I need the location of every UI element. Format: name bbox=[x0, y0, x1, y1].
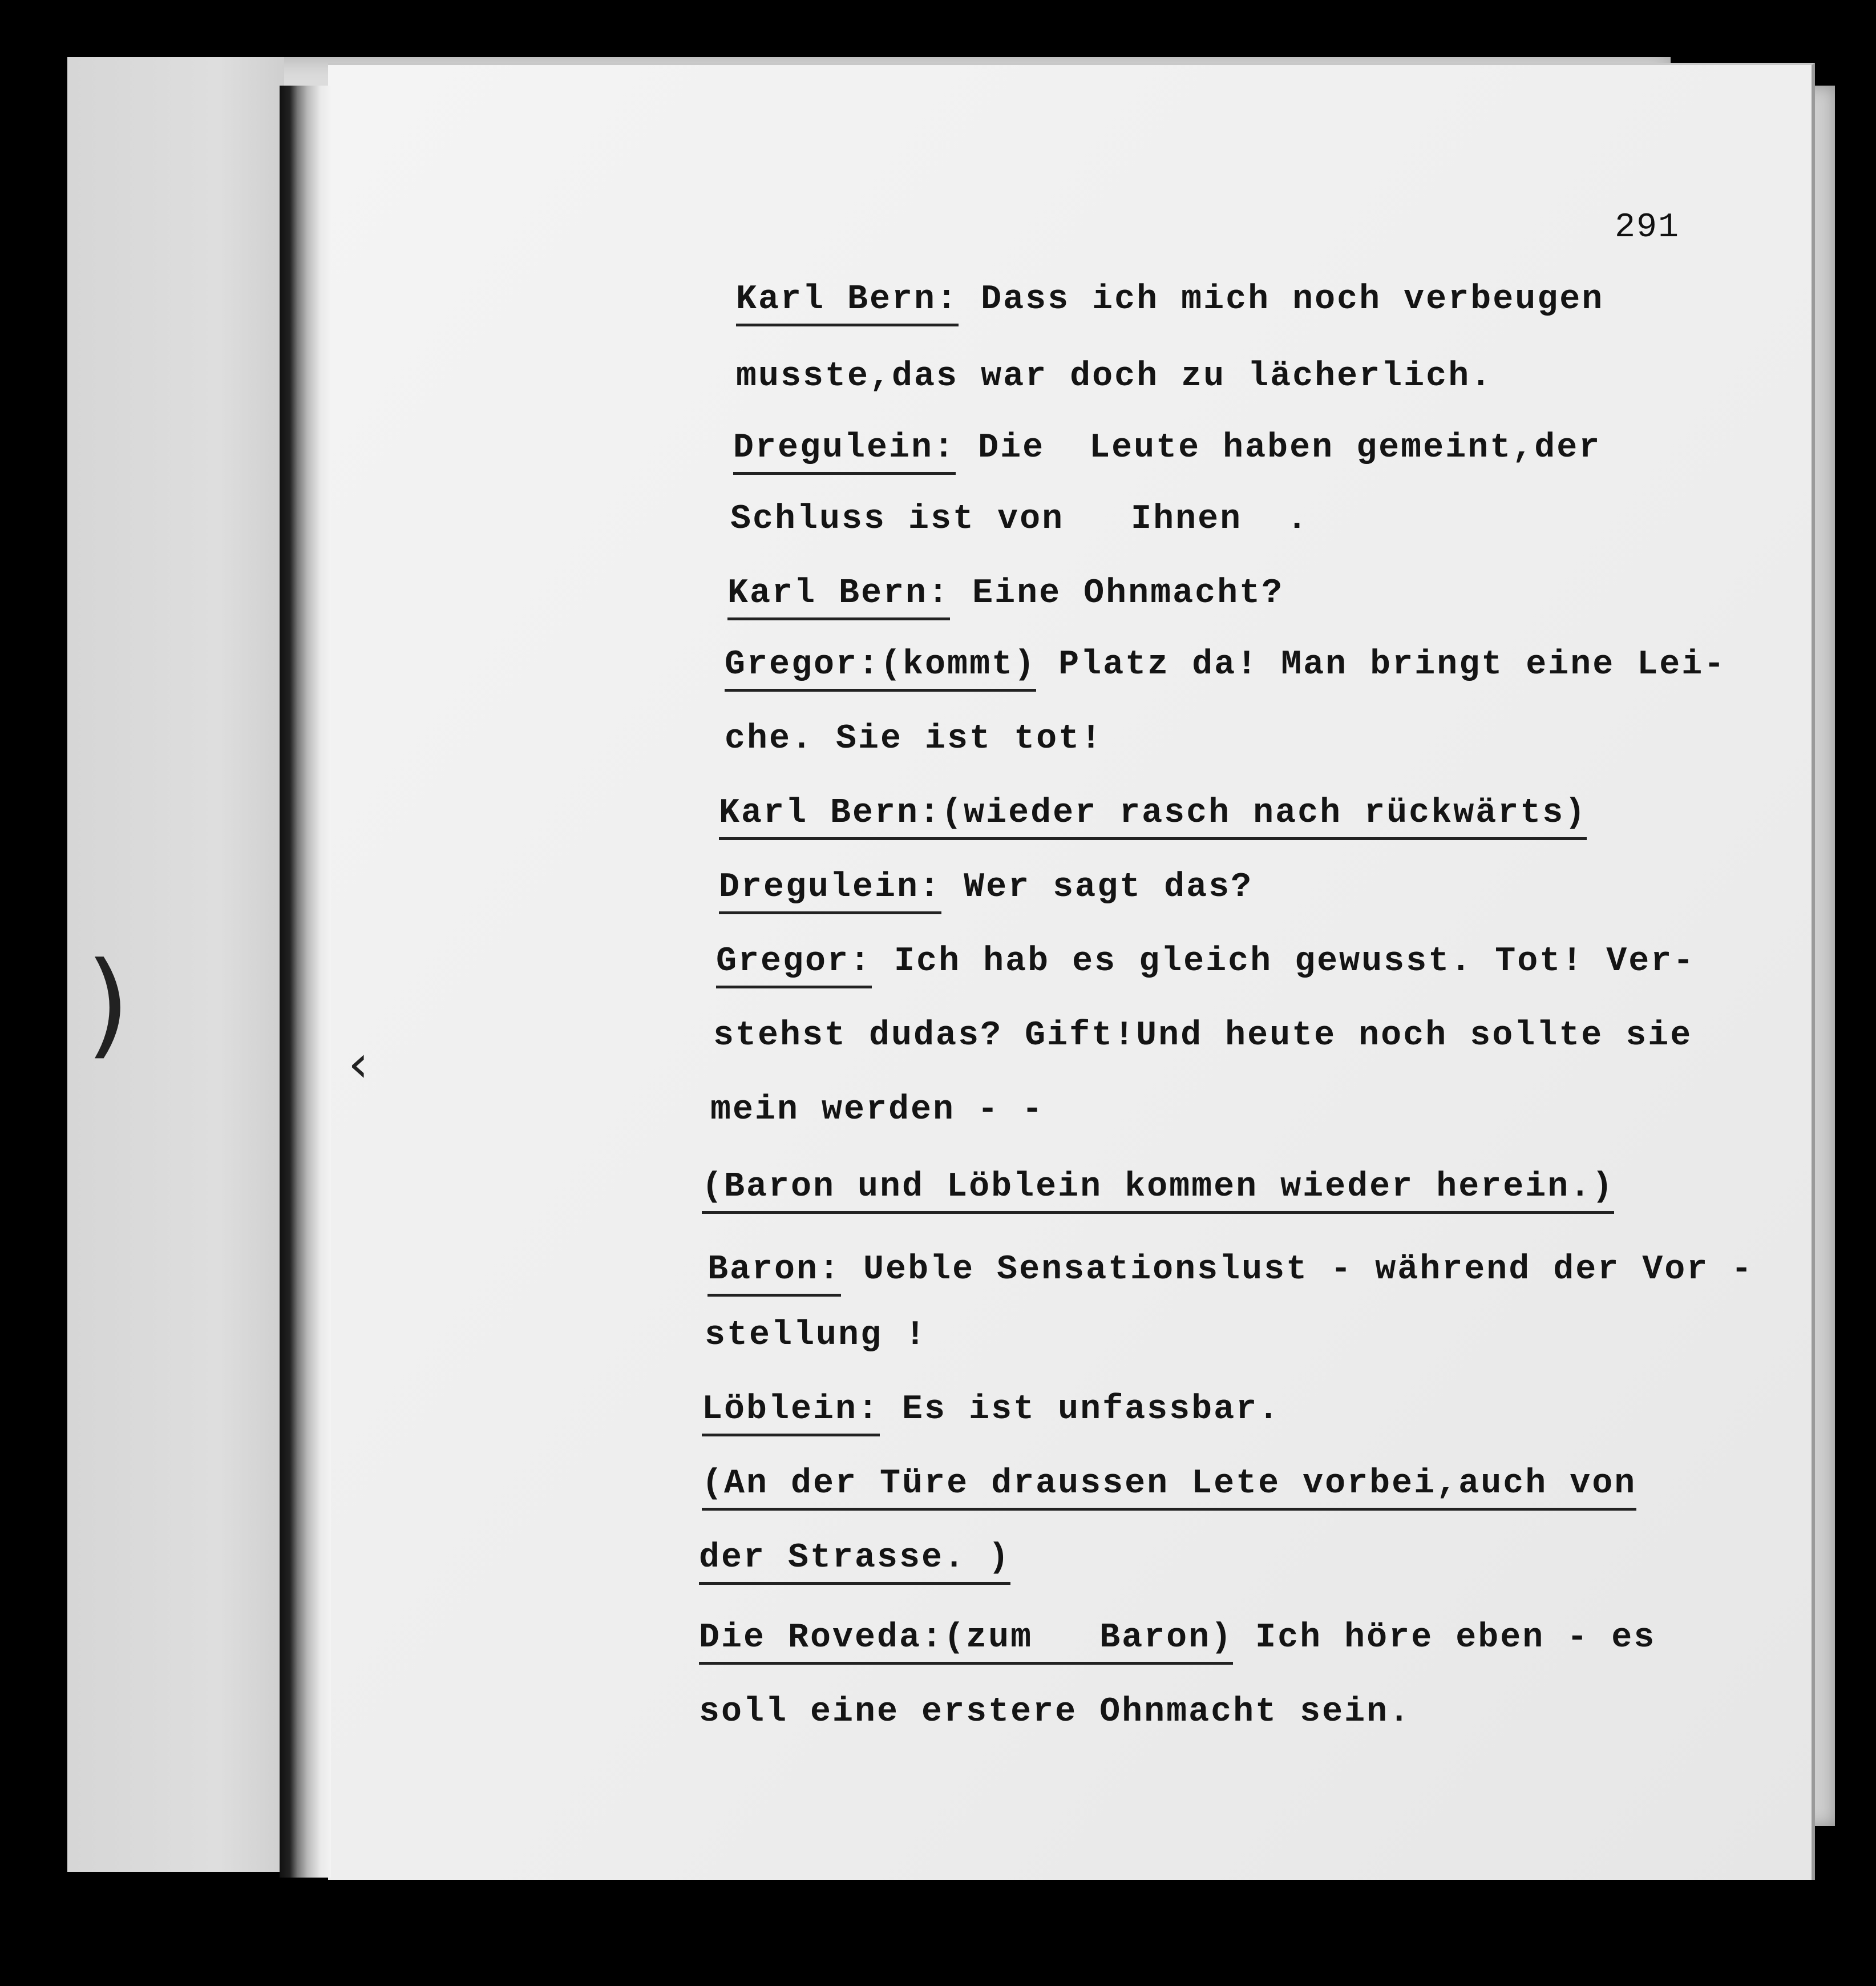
script-line bbox=[699, 1618, 1656, 1657]
line-text: Eine Ohnmacht? bbox=[950, 574, 1284, 613]
line-text: mein werden - - bbox=[710, 1091, 1045, 1129]
speaker-label: Dregulein: bbox=[719, 868, 941, 914]
script-line bbox=[699, 1695, 1411, 1729]
speaker-label: Dregulein: bbox=[733, 429, 956, 475]
script-line bbox=[727, 576, 1284, 611]
line-text: soll eine erstere Ohnmacht sein. bbox=[699, 1693, 1412, 1731]
margin-tick: ‹ bbox=[348, 1034, 369, 1094]
script-line bbox=[725, 645, 1727, 684]
line-text: Es ist unfassbar. bbox=[880, 1390, 1281, 1429]
script-line bbox=[702, 1170, 1614, 1204]
speaker-label: (Baron und Löblein kommen wieder herein.) bbox=[702, 1168, 1614, 1214]
script-line bbox=[710, 1093, 1044, 1127]
line-text: Ich hab es gleich gewusst. Tot! Ver- bbox=[872, 942, 1696, 981]
script-line bbox=[730, 500, 1309, 539]
script-line bbox=[736, 357, 1493, 396]
speaker-label: Gregor:(kommt) bbox=[725, 645, 1036, 692]
speaker-label: Die Roveda:(zum Baron) bbox=[699, 1618, 1233, 1665]
line-text: stehst dudas? Gift!Und heute noch sollte sie bbox=[713, 1016, 1693, 1055]
script-line bbox=[736, 282, 1604, 317]
line-text: Ueble Sensationslust - während der Vor - bbox=[841, 1250, 1754, 1289]
script-line bbox=[725, 722, 1103, 756]
speaker-label: Karl Bern: bbox=[736, 280, 959, 326]
speaker-label: der Strasse. ) bbox=[699, 1539, 1010, 1585]
script-line bbox=[733, 431, 1601, 465]
script-line bbox=[707, 1250, 1754, 1289]
script-line bbox=[719, 870, 1253, 905]
line-text: che. Sie ist tot! bbox=[725, 720, 1103, 758]
speaker-label: Löblein: bbox=[702, 1390, 880, 1436]
line-text: Ich höre eben - es bbox=[1233, 1618, 1656, 1657]
line-text: Platz da! Man bringt eine Lei- bbox=[1036, 645, 1727, 684]
speaker-label: Gregor: bbox=[716, 942, 872, 988]
script-line bbox=[705, 1318, 927, 1353]
line-text: Die Leute haben gemeint,der bbox=[956, 429, 1602, 467]
line-text: Dass ich mich noch verbeugen bbox=[959, 280, 1604, 319]
line-text: Wer sagt das? bbox=[941, 868, 1254, 907]
speaker-label: Karl Bern:(wieder rasch nach rückwärts) bbox=[719, 794, 1587, 840]
page-number: 291 bbox=[1615, 208, 1680, 247]
line-text: musste,das war doch zu lächerlich. bbox=[736, 357, 1493, 396]
margin-mark: ) bbox=[86, 938, 131, 1071]
speaker-label: Karl Bern: bbox=[727, 574, 950, 620]
speaker-label: Baron: bbox=[707, 1250, 841, 1297]
script-line bbox=[713, 1016, 1693, 1055]
script-line bbox=[702, 1392, 1280, 1427]
script-line bbox=[719, 794, 1587, 833]
script-line bbox=[716, 944, 1695, 979]
line-text: Schluss ist von Ihnen . bbox=[730, 500, 1309, 539]
script-line bbox=[699, 1541, 1010, 1575]
script-line bbox=[702, 1464, 1637, 1503]
line-text: stellung ! bbox=[705, 1316, 928, 1355]
speaker-label: (An der Türe draussen Lete vorbei,auch von bbox=[702, 1464, 1636, 1511]
